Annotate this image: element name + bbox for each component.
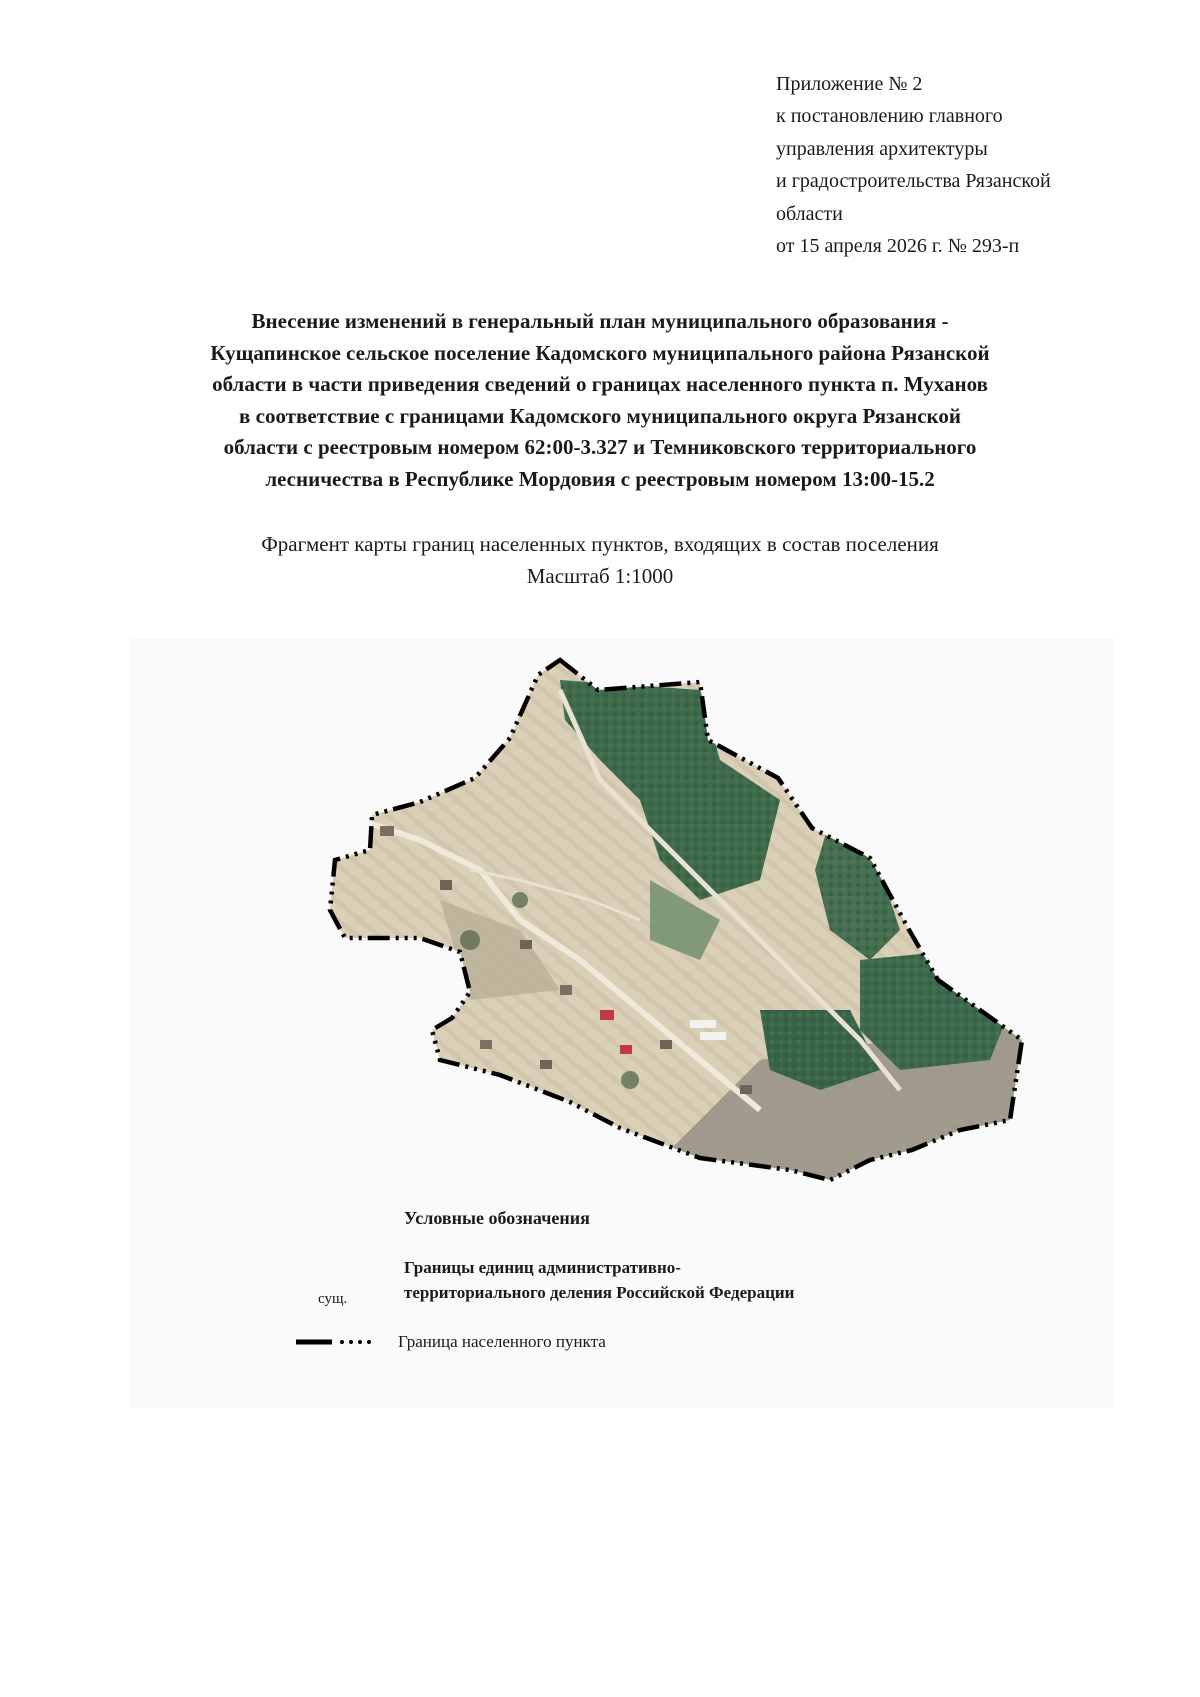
appendix-line: от 15 апреля 2026 г. № 293-п <box>776 235 1020 258</box>
map-scale: Масштаб 1:1000 <box>526 564 674 588</box>
legend-title: Условные обозначения <box>404 1208 590 1228</box>
appendix-line: управления архитектуры <box>776 137 988 160</box>
title-line: области с реестровым номером 62:00-3.327 и Темниковского территориального <box>223 435 977 460</box>
legend-admin-line: территориального деления Российской Федерации <box>404 1283 795 1302</box>
appendix-line: области <box>776 202 843 225</box>
appendix-block <box>776 68 1176 262</box>
appendix-line: к постановлению главного <box>776 105 1003 128</box>
legend-admin-boundaries <box>404 1255 794 1305</box>
title-line: в соответствие с границами Кадомского муниципального округа Рязанской <box>239 403 961 428</box>
document-title <box>100 306 1100 496</box>
legend-admin-line: Границы единиц административно- <box>404 1258 681 1277</box>
map-subtitle <box>100 528 1100 592</box>
legend-existing-label: сущ. <box>318 1291 348 1307</box>
appendix-line: и градостроительства Рязанской <box>776 170 1051 193</box>
title-line: лесничества в Республике Мордовия с реестровым номером 13:00-15.2 <box>265 466 935 491</box>
legend-boundary-label: Граница населенного пункта <box>398 1332 606 1351</box>
legend-boundary-symbol <box>296 1337 376 1347</box>
title-line: Внесение изменений в генеральный план муниципального образования - <box>251 309 949 333</box>
subtitle-line: Фрагмент карты границ населенных пунктов, входящих в состав поселения <box>261 532 939 556</box>
appendix-line: Приложение № 2 <box>776 73 923 95</box>
title-line: Кущапинское сельское поселение Кадомского муниципального района Рязанской <box>210 340 990 365</box>
title-line: области в части приведения сведений о границах населенного пункта п. Муханов <box>212 372 988 397</box>
